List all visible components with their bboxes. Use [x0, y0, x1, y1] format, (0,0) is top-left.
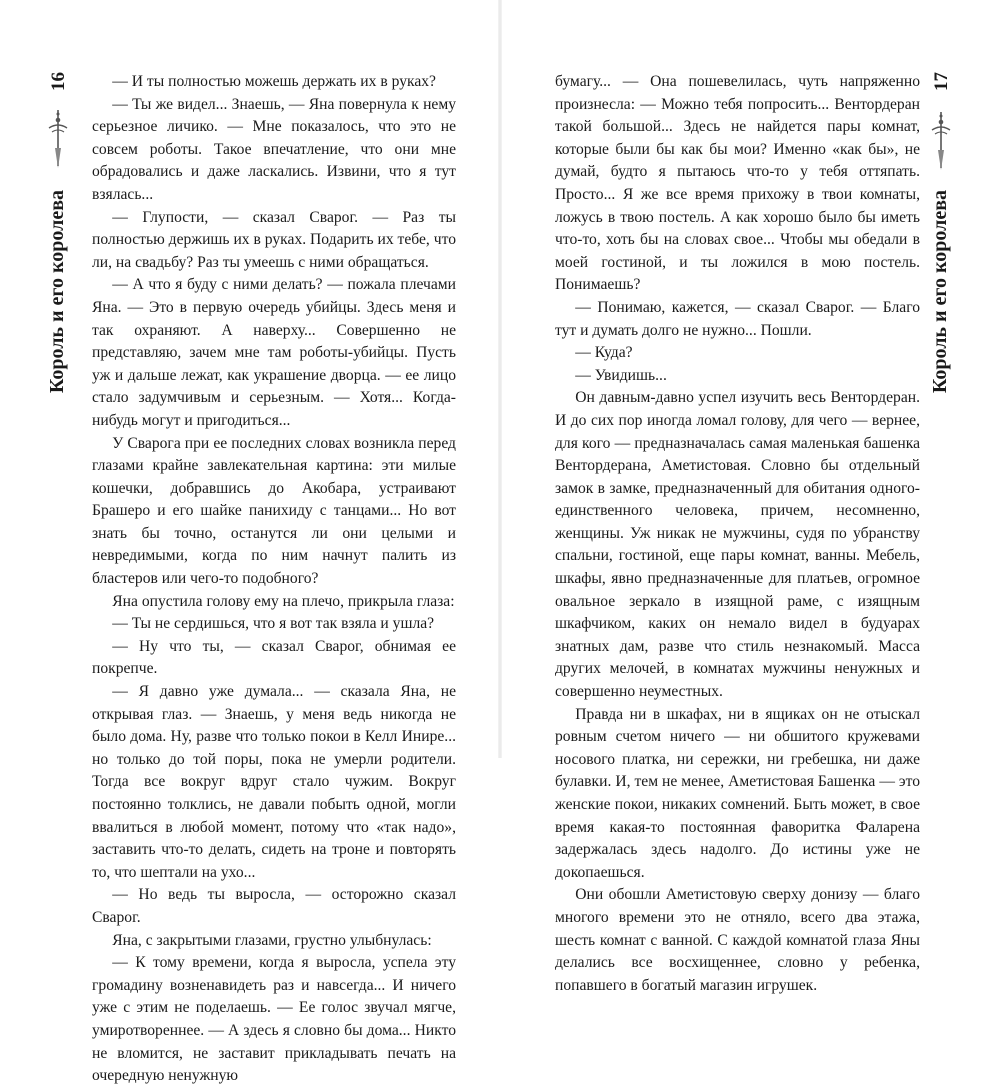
paragraph: — Увидишь... [575, 366, 667, 384]
paragraph: — А что я буду с ними делать? — пожала плечами Яна. — Это в первую очередь убийцы. Здесь меня и так охраняют. А наверху... Совершенно не представляю, зачем мне там роботы-убийцы. Пусть уж и дальше лежат, как украшение дворца. — ее лицо стало задумчивым и серьезным. — Хотя... Когда-нибудь могут и пригодиться... [92, 276, 456, 429]
paragraph: — Ну что ты, — сказал Сварог, обнимая ее покрепче. [92, 637, 456, 678]
paragraph: — Ты же видел... Знаешь, — Яна повернула к нему серьезное личико. — Мне показалось, что это не совсем роботы. Такое впечатление, что они мне обрадовались и даже ласкались. Извини, что я тут взялась... [92, 95, 456, 203]
right-page-number: 17 [931, 72, 952, 91]
paragraph: — К тому времени, когда я выросла, успела эту громадину возненавидеть раз и навсегда... И ничего уже с этим не поделаешь. — Ее голос звучал мягче, умиротвореннее. — А здесь я словно бы дома... Никто не вломится, не заставит прикладывать печать на очередную ненужную [92, 954, 456, 1085]
right-text-block [555, 71, 920, 997]
left-page [0, 0, 500, 1085]
paragraph: — Я давно уже думала... — сказала Яна, не открывая глаз. — Знаешь, у меня ведь никогда не было дома. Ну, разве что только покои в Келл Инире... но только до той поры, пока не умерли родители. Тогда все вокруг вдруг стало чужим. Вокруг постоянно толклись, не давали побыть одной, могли ввалиться в любой момент, потому что «так надо», заставить что-то делать, сидеть на троне и повторять то, что шептали на ухо... [92, 683, 456, 881]
paragraph: — Но ведь ты выросла, — осторожно сказал Сварог. [92, 886, 456, 926]
left-page-number: 16 [48, 72, 69, 91]
paragraph: Правда ни в шкафах, ни в ящиках он не отыскал ровным счетом ничего — ни обшитого кружевами носового платка, ни сережки, ни гребешка, ни даже булавки. И, тем не менее, Аметистовая Башенка — это женские покои, никаких сомнений. Быть может, в свое время какая-то постоянная фаворитка Фаларена задержалась здесь надолго. До истины уже не докопаешься. [555, 705, 920, 881]
sword-ornament-icon [926, 110, 956, 174]
paragraph: Они обошли Аметистовую сверху донизу — благо многого времени это не отняло, всего два этажа, шесть комнат с ванной. С каждой комнатой глаза Яны делались все восхищеннее, словно у ребенка, попавшего в богатый магазин игрушек. [555, 886, 920, 994]
paragraph: — Понимаю, кажется, — сказал Сварог. — Благо тут и думать долго не нужно... Пошли. [555, 298, 920, 339]
paragraph: Яна опустила голову ему на плечо, прикрыла глаза: [112, 592, 455, 610]
paragraph: — Ты не сердишься, что я вот так взяла и ушла? [112, 615, 435, 633]
paragraph: — И ты полностью можешь держать их в руках? [112, 73, 436, 90]
paragraph: — Куда? [575, 344, 633, 362]
left-text-block [92, 71, 456, 1088]
sword-ornament-icon [43, 108, 73, 172]
right-running-title: Король и его королева [929, 190, 951, 394]
left-running-title: Король и его королева [46, 190, 68, 394]
paragraph-continuation: бумагу... — Она пошевелилась, чуть напряженно произнесла: — Можно тебя попросить... Вентордеран такой большой... Здесь не найдется пары комнат, которые были бы как бы мои? Именно «как бы», не думай, будто я пытаюсь что-то у тебя оттяпать. Просто... Я же все время прихожу в твои комнаты, ложусь в твою постель. А как хорошо было бы иметь что-то, хоть бы на словах свое... Чтобы мы обедали в моей гостиной, и ты ложился в мою постель. Понимаешь? [555, 73, 920, 294]
right-page [500, 0, 1000, 994]
paragraph: — Глупости, — сказал Сварог. — Раз ты полностью держишь их в руках. Подарить их тебе, что ли, на свадьбу? Раз ты умеешь с ними обращаться. [92, 208, 456, 271]
paragraph: Яна, с закрытыми глазами, грустно улыбнулась: [112, 931, 432, 949]
paragraph: У Сварога при ее последних словах возникла перед глазами крайне завлекательная картина: эти милые кошечки, добравшись до Акобара, устраивают Брашеро и его шайке панихиду с танцами... Но вот знать бы точно, останутся ли они целыми и невредимыми, когда по ним начнут палить из бластеров или чего-то подобного? [92, 434, 456, 588]
paragraph: Он давным-давно успел изучить весь Вентордеран. И до сих пор иногда ломал голову, для чего — вернее, для кого — предназначалась самая маленькая башенка Вентордерана, Аметистовая. Словно бы отдельный замок в замке, предназначенный для обитания одного-единственного человека, причем, несомненно, женщины. Уж никак не мужчины, судя по убранству спальни, гостиной, еще пары комнат, ванны. Мебель, шкафы, явно предназначенные для платьев, огромное овальное зеркало в изящной раме, с изящным шкафчиком, каких он немало видел в будуарах знатных дам, разве что стиль незнакомый. Масса других мелочей, в комнатах мужчины ненужных и совершенно неуместных. [555, 389, 920, 701]
